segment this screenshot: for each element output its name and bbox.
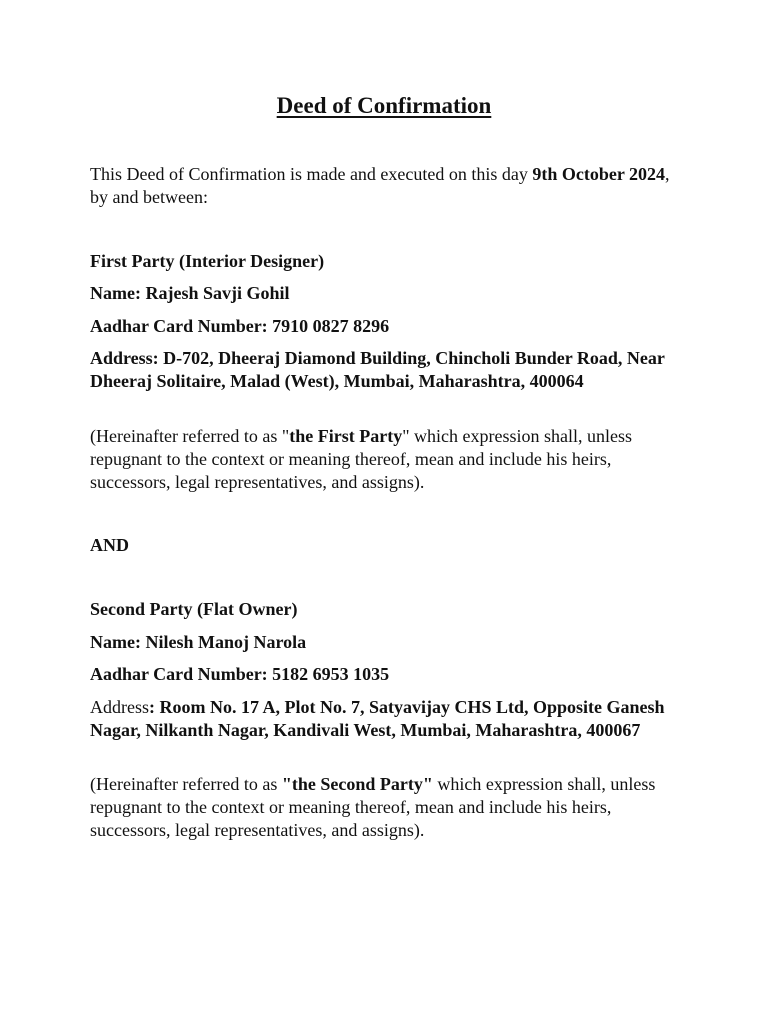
- first-party-heading: First Party (Interior Designer): [90, 251, 325, 271]
- intro-suffix: , by and between:: [90, 164, 670, 207]
- second-party-address: [90, 696, 690, 742]
- second-party-heading: Second Party (Flat Owner): [90, 599, 298, 619]
- first-party-referred-prefix: (Hereinafter referred to as ": [90, 426, 290, 446]
- second-party-referred-clause: [90, 773, 690, 842]
- intro-prefix: This Deed of Confirmation is made and executed on this day: [90, 164, 533, 184]
- second-party-aadhar: Aadhar Card Number: 5182 6953 1035: [90, 664, 390, 684]
- document-title: Deed of Confirmation: [276, 93, 492, 118]
- first-party-name: Name: Rajesh Savji Gohil: [90, 283, 290, 303]
- and-separator: AND: [90, 535, 129, 555]
- first-party-aadhar: Aadhar Card Number: 7910 0827 8296: [90, 316, 390, 336]
- first-party-referred-clause: [90, 425, 690, 494]
- second-party-referred-suffix: which expression shall, unless repugnant to the context or meaning thereof, mean and include his heirs, successors, legal representatives, and assigns).: [90, 774, 656, 840]
- second-party-term: "the Second Party": [281, 774, 433, 794]
- first-party-address: Address: D-702, Dheeraj Diamond Building, Chincholi Bunder Road, Near Dheeraj Solitaire, Malad (West), Mumbai, Maharashtra, 400064: [90, 348, 665, 391]
- intro-paragraph: [90, 163, 690, 209]
- deed-date: 9th October 2024: [532, 164, 666, 184]
- second-party-name: Name: Nilesh Manoj Narola: [90, 632, 307, 652]
- first-party-term: the First Party: [289, 426, 403, 446]
- second-party-referred-prefix: (Hereinafter referred to as: [90, 774, 282, 794]
- first-party-referred-suffix: " which expression shall, unless repugnant to the context or meaning thereof, mean and include his heirs, successors, legal representatives, and assigns).: [90, 426, 633, 492]
- second-party-address-label: Address: [90, 697, 149, 717]
- second-party-address-value: : Room No. 17 A, Plot No. 7, Satyavijay CHS Ltd, Opposite Ganesh Nagar, Nilkanth Nagar, Kandivali West, Mumbai, Maharashtra, 400067: [90, 697, 665, 740]
